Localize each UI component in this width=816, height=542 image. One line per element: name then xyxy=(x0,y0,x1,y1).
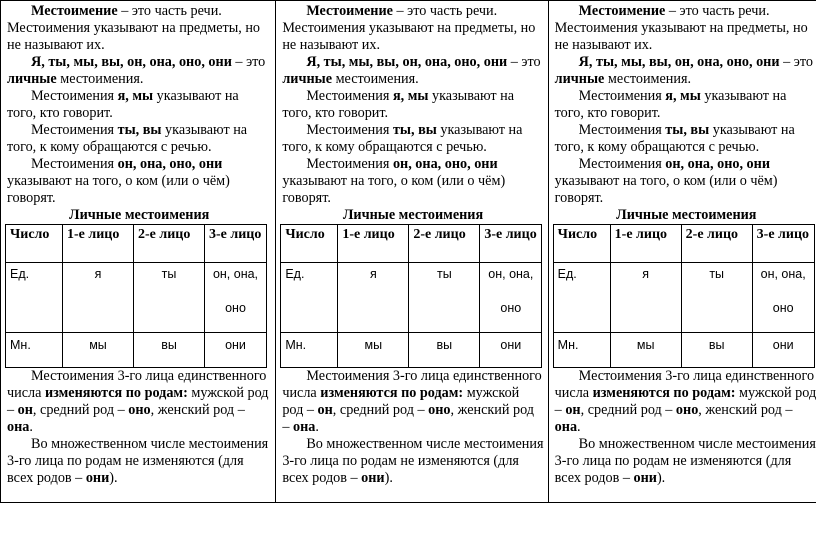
table-header-cell: 1-е лицо xyxy=(63,225,134,263)
table-cell xyxy=(480,263,542,333)
pronoun-bold: они xyxy=(361,470,385,486)
text-span: , средний род – xyxy=(332,402,429,418)
term-bold: Местоимение xyxy=(31,3,118,19)
pronoun-bold: она xyxy=(7,419,30,435)
table-cell: они xyxy=(480,333,542,368)
pronoun-bold: я, мы xyxy=(117,88,154,104)
plural-paragraph xyxy=(7,436,271,487)
pronoun-bold: она xyxy=(554,419,578,435)
pronoun-bold: они xyxy=(85,470,110,486)
second-person-paragraph xyxy=(282,122,543,156)
table-header-cell: 2-е лицо xyxy=(409,225,480,263)
plural-paragraph xyxy=(282,436,543,487)
term-bold: Местоимение xyxy=(578,3,666,19)
table-cell: вы xyxy=(409,333,480,368)
table-cell: я xyxy=(338,263,409,333)
pronoun-bold: он, она, оно, они xyxy=(117,156,223,172)
text-span: мужской род – xyxy=(282,385,520,418)
text-span: , средний род – xyxy=(580,402,676,418)
text-span: – это xyxy=(231,54,266,70)
second-person-paragraph xyxy=(555,122,816,156)
pronoun-bold: он xyxy=(17,402,33,418)
gender-paragraph xyxy=(555,368,816,436)
pronoun-list-bold: Я, ты, мы, вы, он, она, оно, они xyxy=(306,54,508,70)
text-span: – это часть речи. Местоимения указывают на предметы, но не называют их. xyxy=(554,3,808,53)
text-span: Местоимения xyxy=(31,122,118,138)
text-span: , средний род – xyxy=(32,402,129,418)
pronoun-bold: ты, вы xyxy=(392,122,437,138)
table-row xyxy=(6,333,267,368)
text-span: . xyxy=(577,419,581,435)
text-span: местоимения. xyxy=(332,71,419,87)
term-bold: личные xyxy=(282,71,333,87)
text-span: Местоимения xyxy=(578,88,666,104)
table-cell: я xyxy=(610,263,681,333)
pronoun-table xyxy=(553,224,815,368)
text-span: Местоимения 3-го лица единственного числа xyxy=(282,368,542,401)
text-span: ). xyxy=(109,470,118,486)
table-header-cell: 3-е лицо xyxy=(480,225,542,263)
table-cell xyxy=(752,263,814,333)
text-span: указывают на того, о ком (или о чём) говорят. xyxy=(282,173,506,206)
text-span: Во множественном числе местоимения 3-го лица по родам не изменяются (для всех родов – xyxy=(554,436,816,486)
table-cell: вы xyxy=(134,333,205,368)
pronoun-bold: она xyxy=(292,419,316,435)
gender-paragraph xyxy=(282,368,543,436)
pronoun-bold: он, она, оно, они xyxy=(665,156,770,172)
text-span: Местоимения xyxy=(31,88,118,104)
table-header-row xyxy=(553,225,814,263)
table-cell: они xyxy=(752,333,814,368)
pronoun-bold: он xyxy=(317,402,333,418)
table-cell: ты xyxy=(681,263,752,333)
definition-paragraph xyxy=(282,3,543,54)
pronoun-bold: оно xyxy=(675,402,699,418)
table-cell: мы xyxy=(338,333,409,368)
term-bold: изменяются по родам: xyxy=(44,385,188,401)
table-title: Личные местоимения xyxy=(342,207,484,223)
table-header-cell: Число xyxy=(281,225,338,263)
gender-paragraph xyxy=(7,368,271,436)
personal-pronouns-paragraph xyxy=(7,54,271,88)
term-bold: личные xyxy=(554,71,605,87)
card-column-2 xyxy=(275,1,547,502)
text-span: указывают на того, кто говорит. xyxy=(554,88,787,121)
text-span: указывают на того, о ком (или о чём) говорят. xyxy=(554,173,778,206)
third-person-paragraph xyxy=(282,156,543,207)
text-span: указывают на того, к кому обращаются с речью. xyxy=(282,122,523,155)
table-cell: вы xyxy=(681,333,752,368)
second-person-paragraph xyxy=(7,122,271,156)
text-span: . xyxy=(315,419,319,435)
first-person-paragraph xyxy=(7,88,271,122)
table-title: Личные местоимения xyxy=(69,207,210,223)
table-row xyxy=(281,333,542,368)
text-span: . xyxy=(29,419,33,435)
table-cell: Ед. xyxy=(553,263,610,333)
pronoun-list-bold: Я, ты, мы, вы, он, она, оно, они xyxy=(578,54,780,70)
text-span: Во множественном числе местоимения 3-го лица по родам не изменяются (для всех родов – xyxy=(7,436,269,486)
text-span: – это xyxy=(779,54,813,70)
text-span: Местоимения 3-го лица единственного числа xyxy=(7,368,267,401)
pronoun-table xyxy=(5,224,267,368)
table-cell: Мн. xyxy=(281,333,338,368)
cell-line: он, она, xyxy=(212,267,259,281)
table-cell xyxy=(205,263,267,333)
text-span: Местоимения xyxy=(306,156,393,172)
card-column-3 xyxy=(548,1,816,502)
text-span: ). xyxy=(656,470,666,486)
table-header-cell: 1-е лицо xyxy=(610,225,681,263)
pronoun-bold: оно xyxy=(428,402,451,418)
first-person-paragraph xyxy=(282,88,543,122)
definition-paragraph xyxy=(555,3,816,54)
table-title: Личные местоимения xyxy=(616,207,757,223)
table-cell: ты xyxy=(409,263,480,333)
table-cell: Мн. xyxy=(553,333,610,368)
text-span: мужской род – xyxy=(554,385,816,418)
text-span: указывают на того, к кому обращаются с речью. xyxy=(554,122,795,155)
text-span: Местоимения xyxy=(578,122,666,138)
pronoun-bold: я, мы xyxy=(665,88,701,104)
text-span: , женский род – xyxy=(698,402,793,418)
pronoun-bold: оно xyxy=(128,402,151,418)
text-span: местоимения. xyxy=(56,71,144,87)
table-cell: Ед. xyxy=(6,263,63,333)
text-span: Во множественном числе местоимения 3-го лица по родам не изменяются (для всех родов – xyxy=(282,436,544,486)
text-span: указывают на того, кто говорит. xyxy=(7,88,239,121)
pronoun-bold: он xyxy=(565,402,581,418)
pronoun-list-bold: Я, ты, мы, вы, он, она, оно, они xyxy=(31,54,232,70)
table-header-cell: 2-е лицо xyxy=(681,225,752,263)
table-header-row xyxy=(6,225,267,263)
text-span: – это часть речи. Местоимения указывают на предметы, но не называют их. xyxy=(7,3,261,53)
term-bold: личные xyxy=(7,71,57,87)
text-span: Местоимения xyxy=(31,156,118,172)
personal-pronouns-paragraph xyxy=(555,54,816,88)
cell-line: оно xyxy=(225,301,246,315)
table-header-cell: Число xyxy=(6,225,63,263)
table-cell: они xyxy=(205,333,267,368)
table-row xyxy=(281,263,542,333)
table-row xyxy=(6,263,267,333)
pronoun-bold: ты, вы xyxy=(117,122,162,138)
table-cell: ты xyxy=(134,263,205,333)
table-header-row xyxy=(281,225,542,263)
first-person-paragraph xyxy=(555,88,816,122)
term-bold: изменяются по родам: xyxy=(592,385,736,401)
text-span: , женский род – xyxy=(150,402,245,418)
third-person-paragraph xyxy=(555,156,816,207)
table-cell: мы xyxy=(63,333,134,368)
table-cell: мы xyxy=(610,333,681,368)
pronoun-bold: они xyxy=(633,470,657,486)
cell-line: он, она, xyxy=(488,267,534,281)
text-span: Местоимения xyxy=(306,122,393,138)
text-span: ). xyxy=(384,470,393,486)
text-span: – это часть речи. Местоимения указывают на предметы, но не называют их. xyxy=(282,3,536,53)
table-header-cell: 1-е лицо xyxy=(338,225,409,263)
personal-pronouns-paragraph xyxy=(282,54,543,88)
table-header-cell: 2-е лицо xyxy=(134,225,205,263)
pronoun-bold: он, она, оно, они xyxy=(392,156,498,172)
text-span: мужской род – xyxy=(7,385,269,418)
plural-paragraph xyxy=(555,436,816,487)
table-header-cell: 3-е лицо xyxy=(205,225,267,263)
text-span: Местоимения xyxy=(578,156,666,172)
term-bold: изменяются по родам: xyxy=(320,385,464,401)
cell-line: он, она, xyxy=(760,267,806,281)
term-bold: Местоимение xyxy=(306,3,393,19)
definition-paragraph xyxy=(7,3,271,54)
cell-line: оно xyxy=(772,301,794,315)
card-column-1 xyxy=(1,1,275,502)
pronoun-bold: ты, вы xyxy=(665,122,710,138)
text-span: указывают на того, к кому обращаются с речью. xyxy=(7,122,248,155)
table-cell: я xyxy=(63,263,134,333)
table-header-cell: Число xyxy=(553,225,610,263)
third-person-paragraph xyxy=(7,156,271,207)
text-span: Местоимения xyxy=(306,88,393,104)
table-header-cell: 3-е лицо xyxy=(752,225,814,263)
text-span: – это xyxy=(507,54,541,70)
pronoun-bold: я, мы xyxy=(392,88,429,104)
pronoun-table xyxy=(280,224,542,368)
text-span: Местоимения 3-го лица единственного числа xyxy=(554,368,815,401)
text-span: указывают на того, кто говорит. xyxy=(282,88,515,121)
table-cell: Ед. xyxy=(281,263,338,333)
text-span: , женский род – xyxy=(282,402,535,435)
cell-line: оно xyxy=(500,301,522,315)
table-row xyxy=(553,333,814,368)
text-span: указывают на того, о ком (или о чём) говорят. xyxy=(7,173,230,206)
text-span: местоимения. xyxy=(604,71,692,87)
table-row xyxy=(553,263,814,333)
table-cell: Мн. xyxy=(6,333,63,368)
